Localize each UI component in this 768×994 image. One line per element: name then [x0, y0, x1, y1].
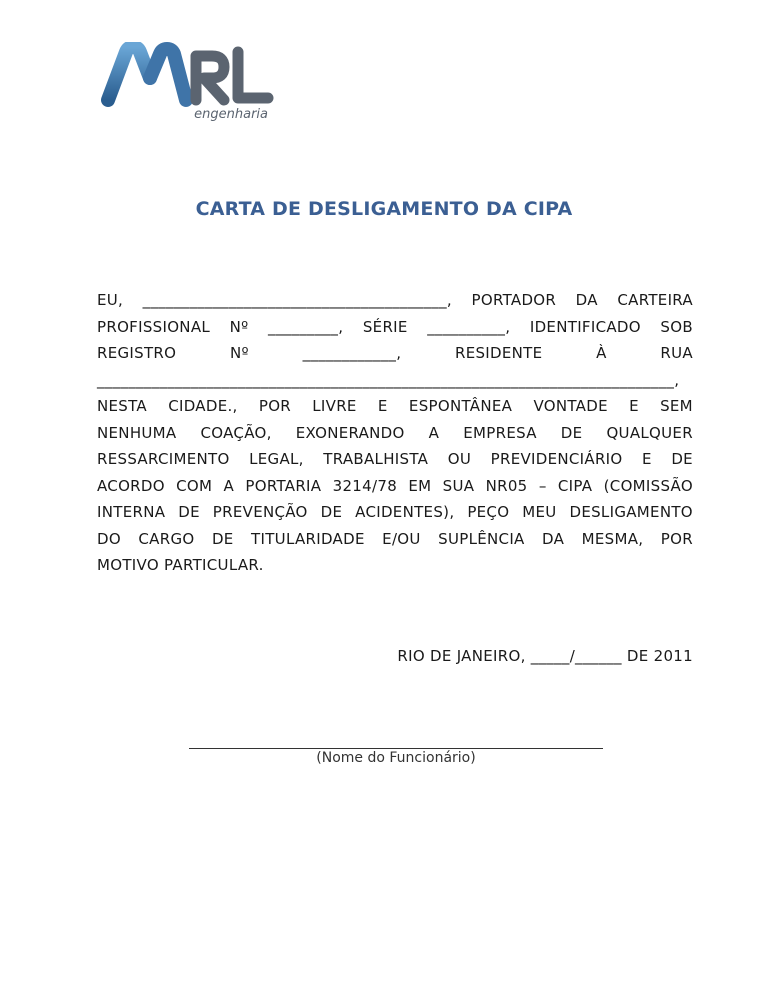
body-word: CARTEIRA: [617, 291, 693, 309]
signature-line: [189, 748, 603, 749]
body-line: [97, 446, 693, 473]
body-word: DE: [560, 423, 583, 442]
body-word: SÉRIE: [362, 317, 408, 336]
body-word: DE: [178, 503, 200, 521]
body-word: COAÇÃO,: [200, 423, 272, 442]
body-word: IDENTIFICADO: [529, 317, 641, 336]
body-word: DO: [97, 529, 121, 548]
body-word: Nº: [229, 317, 249, 336]
body-word: Nº: [229, 344, 249, 362]
body-word: DA: [542, 529, 565, 548]
body-word: DE: [320, 503, 343, 521]
body-word: VONTADE: [533, 397, 608, 415]
company-logo: [100, 42, 275, 124]
body-word: NENHUMA: [97, 423, 177, 442]
body-word: A: [428, 423, 440, 442]
body-word: DA: [575, 291, 598, 309]
body-word: LIVRE: [312, 397, 357, 415]
body-word: RESIDENTE: [454, 344, 543, 362]
body-word: DE: [671, 450, 693, 468]
arl-logo-icon: [100, 42, 275, 124]
body-line: [97, 526, 693, 553]
body-word: REGISTRO: [97, 344, 177, 362]
body-line: [97, 420, 693, 447]
body-word: MESMA,: [581, 529, 644, 548]
body-word: ____________,: [302, 344, 402, 362]
body-word: POR: [258, 397, 292, 415]
body-word: __________,: [427, 317, 511, 336]
body-word: ESPONTÂNEA: [408, 397, 513, 415]
body-word: NESTA: [97, 397, 147, 415]
body-word: 3214/78: [332, 476, 398, 495]
body-line: [97, 314, 693, 341]
body-word: INTERNA: [97, 503, 166, 521]
letter-body: [97, 287, 693, 579]
body-word: A: [223, 476, 235, 495]
body-word: SOB: [660, 317, 693, 336]
body-word: PREVENÇÃO: [212, 503, 308, 521]
body-word: (COMISSÃO: [603, 476, 693, 495]
body-word: _________,: [268, 317, 344, 336]
body-word: DE: [211, 529, 234, 548]
body-word: PORTARIA: [245, 476, 322, 495]
body-line: [97, 499, 693, 526]
body-word: RUA: [660, 344, 693, 362]
body-word: DESLIGAMENTO: [569, 503, 693, 521]
body-word: COM: [176, 476, 213, 495]
date-line: RIO DE JANEIRO, _____/______ DE 2011: [397, 647, 693, 665]
body-word: EM: [408, 476, 432, 495]
document-title: CARTA DE DESLIGAMENTO DA CIPA: [195, 198, 573, 220]
body-line: [97, 473, 693, 500]
body-word: TRABALHISTA: [323, 450, 429, 468]
body-word: __________________________________________________________________________,: [97, 370, 680, 389]
body-word: –: [538, 476, 547, 495]
body-word: EXONERANDO: [295, 423, 405, 442]
body-word: E: [377, 397, 388, 415]
body-word: OU: [447, 450, 472, 468]
body-word: EMPRESA: [463, 423, 537, 442]
body-word: PORTADOR: [471, 291, 557, 309]
body-word: SEM: [660, 397, 693, 415]
body-word: ACORDO: [97, 476, 165, 495]
body-line: [97, 287, 693, 314]
body-word: E/OU: [382, 529, 421, 548]
body-word: CIPA: [557, 476, 593, 495]
body-word: À: [596, 344, 607, 362]
body-word: _______________________________________,: [142, 291, 452, 309]
body-word: SUA: [442, 476, 475, 495]
body-line: [97, 340, 693, 367]
logo-subtitle: engenharia: [194, 107, 268, 122]
body-word: QUALQUER: [606, 423, 693, 442]
body-word: ACIDENTES),: [355, 503, 455, 521]
body-word: CARGO: [138, 529, 195, 548]
body-word: PREVIDENCIÁRIO: [490, 450, 623, 468]
body-line: [97, 367, 693, 394]
body-word: E: [642, 450, 652, 468]
body-word: TITULARIDADE: [251, 529, 365, 548]
body-word: CIDADE.,: [168, 397, 238, 415]
signature-label: (Nome do Funcionário): [316, 750, 476, 766]
body-word: E: [629, 397, 639, 415]
body-word: PEÇO: [467, 503, 510, 521]
body-word: NR05: [485, 476, 528, 495]
body-word: EU,: [97, 291, 124, 309]
body-word: RESSARCIMENTO: [97, 450, 230, 468]
body-word: LEGAL,: [249, 450, 304, 468]
body-word: PROFISSIONAL: [97, 317, 211, 336]
body-word: POR: [660, 529, 693, 548]
body-word: MOTIVO PARTICULAR.: [97, 556, 264, 574]
body-word: MEU: [522, 503, 557, 521]
body-line: [97, 552, 693, 579]
body-line: [97, 393, 693, 420]
body-word: SUPLÊNCIA: [438, 529, 525, 548]
